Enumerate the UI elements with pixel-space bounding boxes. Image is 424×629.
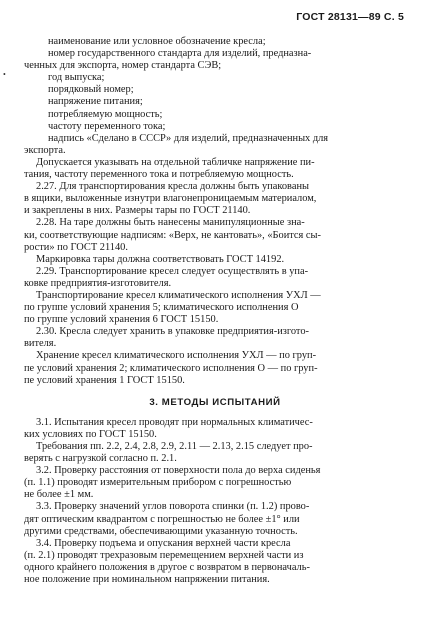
text-line: не более ±1 мм. <box>24 489 94 501</box>
text-line: и закреплены в них. Размеры тары по ГОСТ 21140. <box>24 205 251 217</box>
text-line: 2.27. Для транспортирования кресла должны быть упакованы <box>36 181 309 193</box>
text-line: Допускается указывать на отдельной табличке напряжение пи- <box>36 156 315 168</box>
text-line: ченных для экспорта, номер стандарта СЭВ; <box>24 60 222 72</box>
text-line: ное положение при номинальном напряжении питания. <box>24 574 270 586</box>
text-line: порядковый номер; <box>48 84 134 96</box>
text-line: 2.28. На таре должны быть нанесены манипуляционные зна- <box>36 217 305 229</box>
text-line: (п. 1.1) проводят измерительным прибором с погрешностью <box>24 477 292 489</box>
text-line: Требования пп. 2.2, 2.4, 2.8, 2.9, 2.11 — 2.13, 2.15 следует про- <box>36 441 313 452</box>
text-line: 3.3. Проверку значений углов поворота спинки (п. 1.2) прово- <box>36 501 310 513</box>
text-line: ковке предприятия-изготовителя. <box>24 277 172 289</box>
text-line: по группе условий хранения 5; климатического исполнения О <box>24 302 299 314</box>
document-body <box>24 36 406 586</box>
page-header: ГОСТ 28131—89 С. 5 <box>296 11 404 23</box>
text-line: частоту переменного тока; <box>48 120 166 132</box>
text-line: Транспортирование кресел климатического исполнения УХЛ — <box>36 289 321 301</box>
text-line: 3.1. Испытания кресел проводят при нормальных климатичес- <box>36 416 313 428</box>
text-line: потребляемую мощность; <box>48 108 163 120</box>
text-line: тания, частоту переменного тока и потребляемую мощность. <box>24 169 294 181</box>
paragraph-block <box>24 36 406 387</box>
section-title: 3. МЕТОДЫ ИСПЫТАНИЙ <box>149 396 281 408</box>
text-line: экспорта. <box>24 144 66 156</box>
text-line: 3.4. Проверку подъема и опускания верхней части кресла <box>36 537 291 549</box>
text-line: пе условий хранения 2; климатического исполнения О — по груп- <box>24 362 318 374</box>
text-line: другими средствами, обеспечивающими указанную точность. <box>24 525 298 537</box>
text-line: в ящики, выложенные изнутри влагонепроницаемым материалом, <box>24 193 317 205</box>
text-line: 2.29. Транспортирование кресел следует осуществлять в упа- <box>36 265 309 277</box>
text-line: рости» по ГОСТ 21140. <box>24 241 128 253</box>
text-line: верять с нагрузкой согласно п. 2.1. <box>24 453 177 465</box>
text-line: вителя. <box>24 338 57 350</box>
section-paragraph-block <box>24 417 406 586</box>
text-line: (п. 2.1) проводят трехразовым перемещением верхней части из <box>24 549 304 561</box>
text-line: пе условий хранения 1 ГОСТ 15150. <box>24 374 185 386</box>
text-line: ки, соответствующие надписям: «Верх, не кантовать», «Боится сы- <box>24 229 321 241</box>
margin-mark: • <box>3 70 6 79</box>
text-line: Хранение кресел климатического исполнения УХЛ — по груп- <box>36 350 317 362</box>
text-line: 2.30. Кресла следует хранить в упаковке предприятия-изгото- <box>36 326 309 338</box>
text-line: напряжение питания; <box>48 96 143 108</box>
text-line: дят оптическим квадрантом с погрешностью не более ±1° или <box>24 513 300 525</box>
text-line: надпись «Сделано в СССР» для изделий, предназначенных для <box>48 132 329 144</box>
text-line: год выпуска; <box>48 72 105 84</box>
text-line: ких условиях по ГОСТ 15150. <box>24 428 157 440</box>
text-line: Маркировка тары должна соответствовать ГОСТ 14192. <box>36 253 285 265</box>
text-line: одного крайнего положения в другое с возвратом в первоначаль- <box>24 561 310 573</box>
text-line: по группе условий хранения 6 ГОСТ 15150. <box>24 314 219 326</box>
text-line: 3.2. Проверку расстояния от поверхности пола до верха сиденья <box>36 465 321 477</box>
text-line: наименование или условное обозначение кресла; <box>48 36 266 47</box>
text-line: номер государственного стандарта для изделий, предназна- <box>48 48 312 60</box>
